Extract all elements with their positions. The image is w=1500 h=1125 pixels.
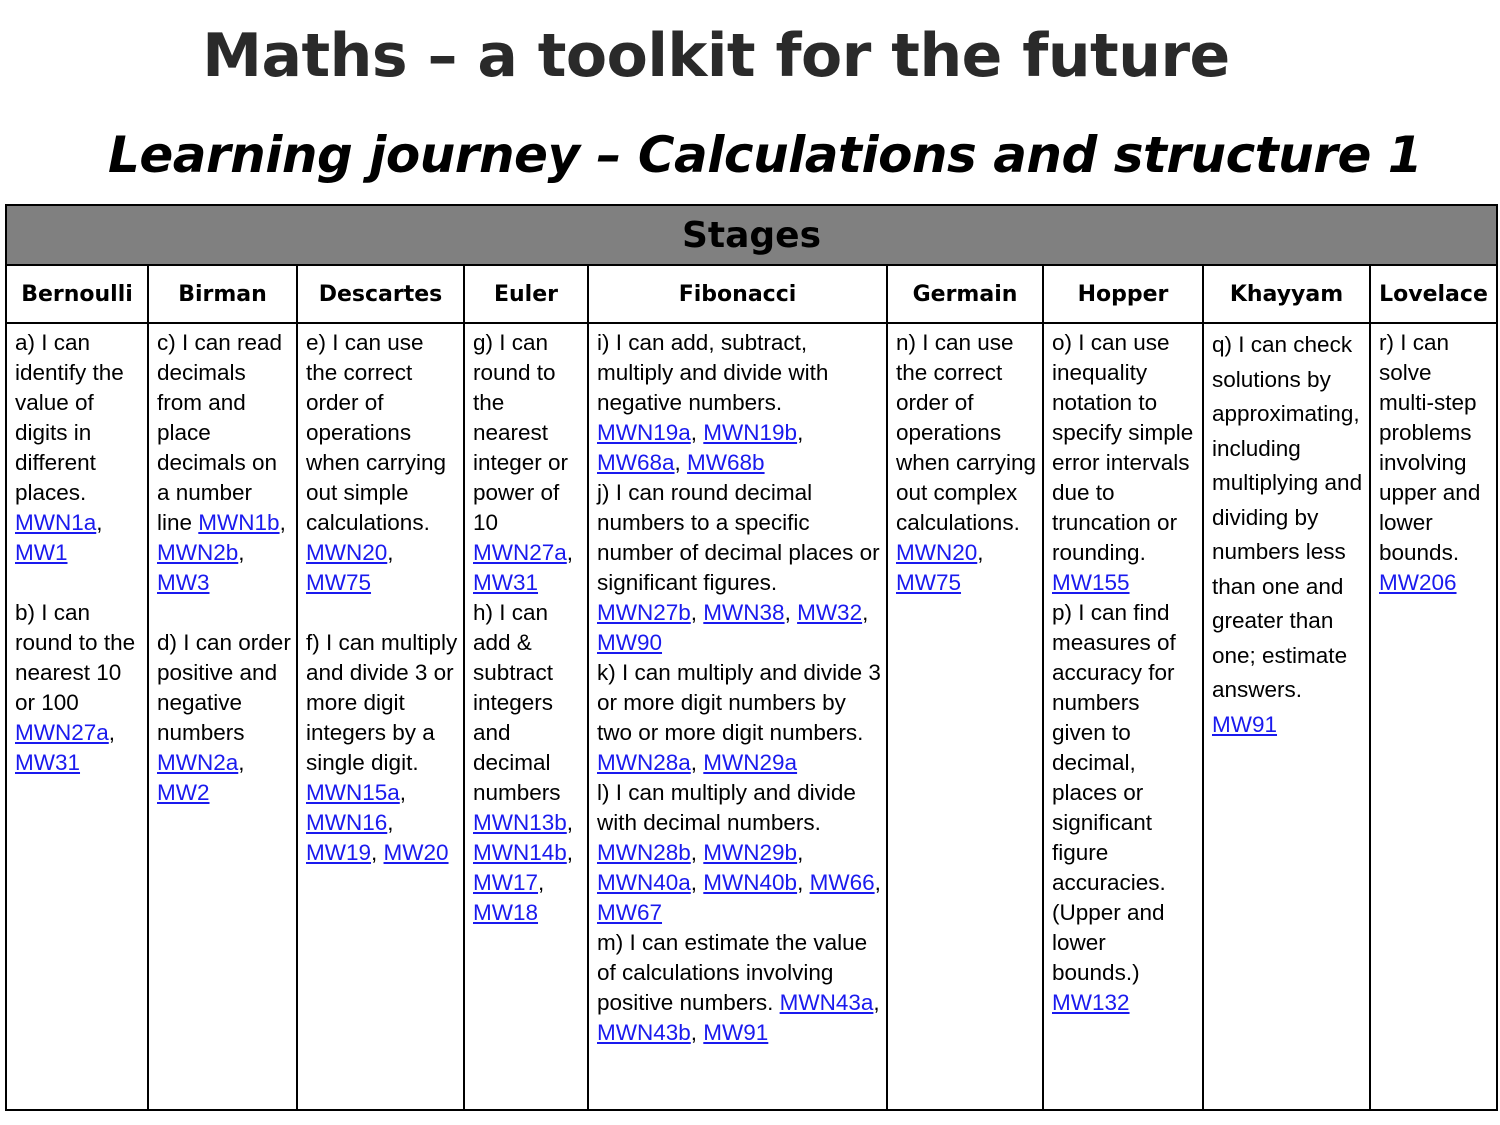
objective [157, 628, 292, 808]
objective-links: MWN1a, MW1 [15, 510, 103, 565]
stage-cell-germain [887, 323, 1043, 1110]
objective-text: l) I can multiply and divide with decimal numbers. [597, 780, 856, 835]
objective-text: f) I can multiply and divide 3 or more digit integers by a single digit. [306, 630, 458, 775]
stage-cell-lovelace [1370, 323, 1497, 1110]
resource-link[interactable]: MW155 [1052, 570, 1130, 595]
objective-links: MWN27a, MW31 [15, 720, 116, 775]
stage-header-euler: Euler [464, 265, 588, 323]
resource-link[interactable]: MW20 [383, 840, 449, 865]
stage-header-khayyam: Khayyam [1203, 265, 1370, 323]
stages-table [5, 204, 1498, 1111]
objective-links: MWN20, MW75 [896, 540, 984, 595]
stage-cell-descartes [297, 323, 464, 1110]
objective-text: d) I can order positive and negative numbers [157, 630, 291, 745]
resource-link[interactable]: MW2 [157, 780, 210, 805]
stage-cell-khayyam [1203, 323, 1370, 1110]
objective-text: c) I can read decimals from and place decimals on a number line [157, 330, 283, 535]
objective [306, 628, 459, 868]
resource-link[interactable]: MW75 [896, 570, 962, 595]
objective-links [1052, 570, 1130, 595]
resource-link[interactable]: MW206 [1379, 570, 1457, 595]
objective [1052, 598, 1198, 1018]
resource-link[interactable]: MW68b [687, 450, 765, 475]
objective-text: m) I can estimate the value of calculations involving positive numbers. [597, 930, 868, 1015]
stage-header-descartes: Descartes [297, 265, 464, 323]
objective-text: e) I can use the correct order of operations when carrying out simple calculations. [306, 330, 447, 535]
objective [473, 598, 583, 928]
stages-header: Stages [6, 205, 1497, 265]
objective-text: p) I can find measures of accuracy for numbers given to decimal, places or significant figure accuracies. (Upper and lower bounds.) [1052, 600, 1176, 985]
stage-header-fibonacci: Fibonacci [588, 265, 887, 323]
stage-header-bernoulli: Bernoulli [6, 265, 148, 323]
resource-link[interactable]: MWN27a [473, 540, 567, 565]
resource-link[interactable]: MWN43b [597, 1020, 691, 1045]
objective-links: MWN28a, MWN29a [597, 750, 798, 775]
spacer [15, 568, 143, 598]
objective-text: a) I can identify the value of digits in different places. [15, 330, 124, 505]
stage-cell-bernoulli [6, 323, 148, 1110]
resource-link[interactable]: MWN38 [703, 600, 785, 625]
objective-links: MWN19a, MWN19b, MW68a, MW68b [597, 420, 804, 475]
resource-link[interactable]: MW91 [703, 1020, 769, 1045]
resource-link[interactable]: MW91 [1212, 711, 1278, 737]
objective [597, 778, 882, 928]
objective-links: MWN1b, MWN2b, MW3 [157, 510, 286, 595]
objective-links: MWN28b, MWN29b, MWN40a, MWN40b, MW66, MW67 [597, 840, 881, 925]
objective-links [1052, 990, 1130, 1015]
resource-link[interactable]: MWN13b [473, 810, 567, 835]
stage-header-lovelace: Lovelace [1370, 265, 1497, 323]
objective-text: q) I can check solutions by approximating, including multiplying and dividing by numbers less than one and greater than one; estimate answers. [1212, 332, 1363, 702]
objective-text: r) I can solve multi-step problems involving upper and lower bounds. [1379, 330, 1481, 565]
objective-links: MWN27a, MW31 [473, 540, 574, 595]
objective [15, 328, 143, 568]
resource-link[interactable]: MW31 [15, 750, 81, 775]
column-header-row [6, 265, 1497, 323]
objective-links: MWN43a, MWN43b, MW91 [597, 990, 880, 1045]
objective [473, 328, 583, 598]
stage-cell-hopper [1043, 323, 1203, 1110]
objective [157, 328, 292, 598]
objective-links [1212, 712, 1277, 737]
resource-link[interactable]: MWN1b [198, 510, 280, 535]
resource-link[interactable]: MW31 [473, 570, 539, 595]
resource-link[interactable]: MWN16 [306, 810, 388, 835]
objective-links [1379, 570, 1457, 595]
resource-link[interactable]: MWN20 [896, 540, 978, 565]
resource-link[interactable]: MW19 [306, 840, 372, 865]
page-title: Maths – a toolkit for the future [202, 21, 1230, 91]
stage-header-birman: Birman [148, 265, 297, 323]
resource-link[interactable]: MW18 [473, 900, 539, 925]
objective [1212, 328, 1365, 742]
resource-link[interactable]: MWN14b [473, 840, 567, 865]
objective [597, 328, 882, 478]
objective [597, 928, 882, 1048]
objective [1379, 328, 1492, 598]
objective [15, 598, 143, 778]
objective-text: b) I can round to the nearest 10 or 100 [15, 600, 136, 715]
resource-link[interactable]: MWN27b [597, 600, 691, 625]
resource-link[interactable]: MWN43a [779, 990, 874, 1015]
resource-link[interactable]: MWN19b [703, 420, 798, 445]
resource-link[interactable]: MWN27a [15, 720, 109, 745]
objective-text: o) I can use inequality notation to specify simple error intervals due to truncation or rounding. [1052, 330, 1194, 565]
stage-header-germain: Germain [887, 265, 1043, 323]
objective-links: MWN13b, MWN14b, MW17, MW18 [473, 810, 574, 925]
objective-links: MWN2a, MW2 [157, 750, 245, 805]
content-row [6, 323, 1497, 1110]
resource-link[interactable]: MWN29b [703, 840, 798, 865]
resource-link[interactable]: MWN28a [597, 750, 691, 775]
objective [597, 658, 882, 778]
objective-links: MWN15a, MWN16, MW19, MW20 [306, 780, 449, 865]
objective-text: k) I can multiply and divide 3 or more digit numbers by two or more digit numbers. [597, 660, 881, 745]
objective [597, 478, 882, 658]
resource-link[interactable]: MWN19a [597, 420, 691, 445]
resource-link[interactable]: MW3 [157, 570, 210, 595]
resource-link[interactable]: MW66 [809, 870, 875, 895]
resource-link[interactable]: MWN2a [157, 750, 239, 775]
objective-links: MWN27b, MWN38, MW32, MW90 [597, 600, 869, 655]
resource-link[interactable]: MWN2b [157, 540, 239, 565]
spacer [306, 598, 459, 628]
page-subtitle: Learning journey – Calculations and structure 1 [108, 126, 1423, 184]
resource-link[interactable]: MWN15a [306, 780, 400, 805]
resource-link[interactable]: MWN40b [703, 870, 798, 895]
resource-link[interactable]: MW1 [15, 540, 68, 565]
stage-cell-euler [464, 323, 588, 1110]
resource-link[interactable]: MW90 [597, 630, 663, 655]
resource-link[interactable]: MWN1a [15, 510, 97, 535]
resource-link[interactable]: MW67 [597, 900, 663, 925]
spacer [157, 598, 292, 628]
resource-link[interactable]: MWN29a [703, 750, 798, 775]
stage-cell-birman [148, 323, 297, 1110]
objective-links: MWN20, MW75 [306, 540, 394, 595]
resource-link[interactable]: MWN20 [306, 540, 388, 565]
objective-text: j) I can round decimal numbers to a specific number of decimal places or significant figures. [597, 480, 880, 595]
stage-header-hopper: Hopper [1043, 265, 1203, 323]
objective-text: i) I can add, subtract, multiply and divide with negative numbers. [597, 330, 829, 415]
objective-text: n) I can use the correct order of operations when carrying out complex calculations. [896, 330, 1037, 535]
objective [896, 328, 1038, 598]
objective [306, 328, 459, 598]
resource-link[interactable]: MW68a [597, 450, 675, 475]
stage-cell-fibonacci [588, 323, 887, 1110]
resource-link[interactable]: MWN28b [597, 840, 691, 865]
objective [1052, 328, 1198, 598]
objective-text: g) I can round to the nearest integer or power of 10 [473, 330, 569, 535]
resource-link[interactable]: MW32 [797, 600, 863, 625]
resource-link[interactable]: MWN40a [597, 870, 691, 895]
resource-link[interactable]: MW132 [1052, 990, 1130, 1015]
resource-link[interactable]: MW75 [306, 570, 372, 595]
resource-link[interactable]: MW17 [473, 870, 539, 895]
objective-text: h) I can add & subtract integers and decimal numbers [473, 600, 561, 805]
